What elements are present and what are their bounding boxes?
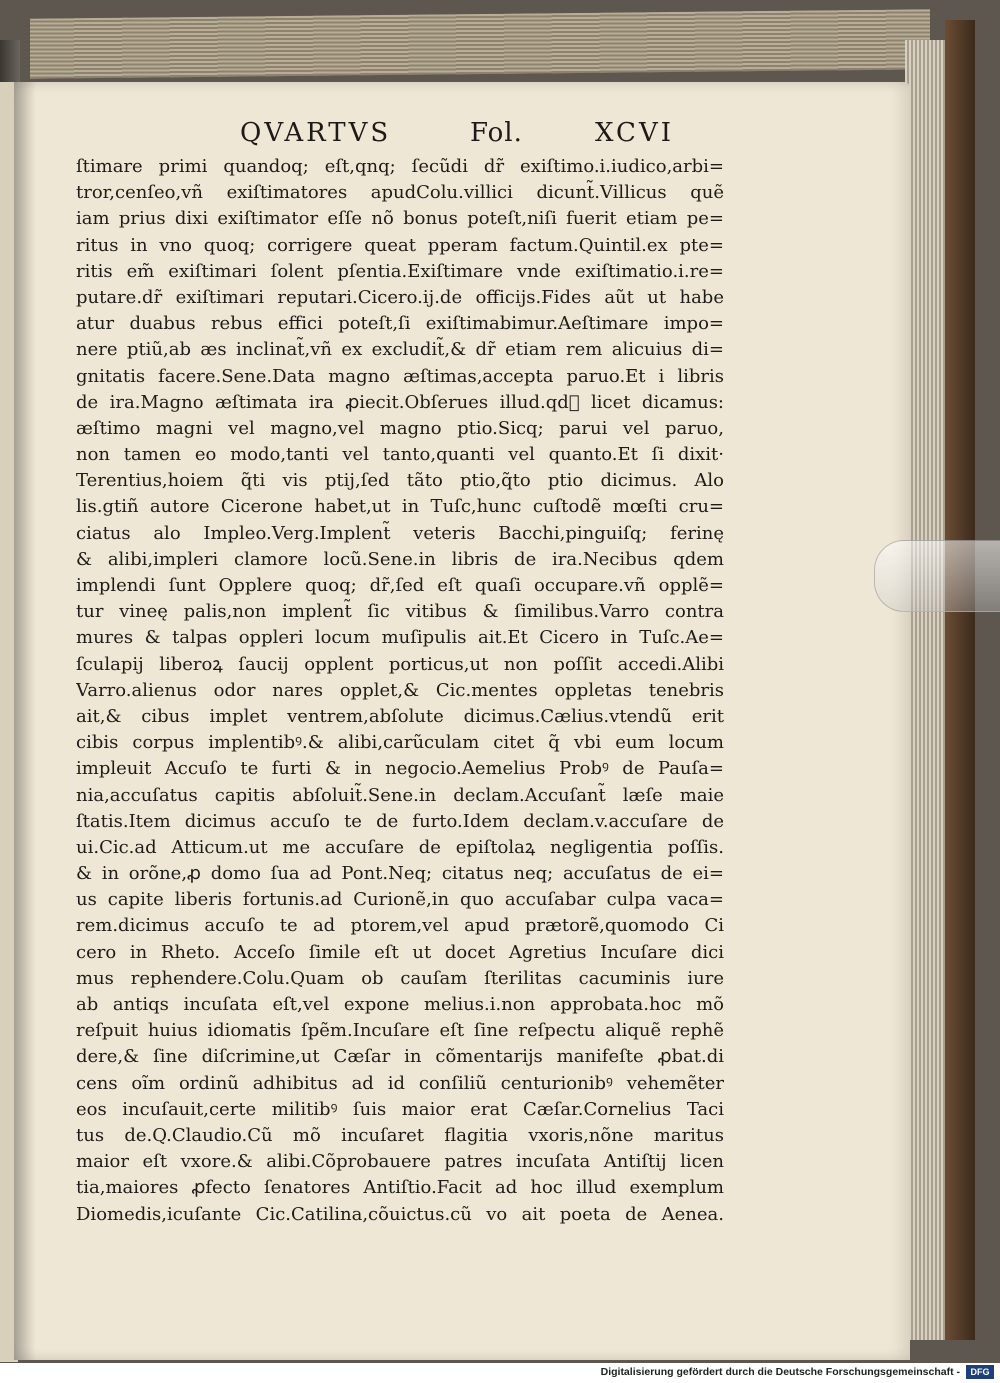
text-line: gnitatis facere.Sene.Data magno æſtimas,accepta paruo.Et i libris xyxy=(76,365,724,387)
text-line: iam prius dixi exiſtimator eſſe nõ bonus poteſt,niſi fuerit etiam pe= xyxy=(76,208,724,230)
page-gutter-shadow xyxy=(14,82,36,1360)
text-line: ait,& cibus implet ventrem,abſolute dicimus.Cælius.vtendũ erit xyxy=(76,705,724,727)
folio-label: Fol. xyxy=(470,118,523,148)
text-line: & in orõne,ꝓ domo ſua ad Pont.Neq; citatus neq; accuſatus de ei= xyxy=(76,863,724,885)
text-line: ſtimare primi quandoq; eſt,qnq; ſecũdi dr̃ exiſtimo.i.iudico,arbi= xyxy=(76,156,724,177)
page-block-top-edge xyxy=(30,9,930,78)
text-line: eos incuſauit,certe militibꝰ ſuis maior erat Cæſar.Cornelius Taci xyxy=(76,1098,724,1120)
text-line: & alibi,impleri clamore locũ.Sene.in libris de ira.Necibus qdem xyxy=(76,548,724,570)
text-line: implendi ſunt Opplere quoq; dr̃,ſed eſt quaſi occupare.vñ opplẽ= xyxy=(76,575,724,596)
page-clip xyxy=(874,540,1000,612)
text-line: cero in Rheto. Acceſo ſimile eſt ut docet Agretius Incuſare dici xyxy=(76,941,724,963)
text-line: Diomedis,icuſante Cic.Catilina,cõuictus.cũ vo ait poeta de Aenea. xyxy=(76,1203,724,1225)
text-line: ab antiqs incuſata eſt,vel expone melius.i.non approbata.hoc mõ xyxy=(76,994,724,1015)
text-line: cibis corpus implentibꝰ.& alibi,carũculam citet q̃ vbi eum locum xyxy=(76,732,724,754)
text-line: mus rephendere.Colu.Quam ob cauſam ſterilitas cacuminis iure xyxy=(76,967,724,989)
text-line: reſpuit huius idiomatis ſpẽm.Incuſare eſt ſine reſpectu aliquẽ rephẽ xyxy=(76,1020,724,1042)
text-line: ritus in vno quoq; corrigere queat pperam factum.Quintil.ex pte= xyxy=(76,234,724,256)
body-text xyxy=(76,154,724,1228)
text-line: ritis em̃ exiſtimari ſolent pſentia.Exiſtimare vnde exiſtimatio.i.re= xyxy=(76,260,724,282)
text-line: nia,accuſatus capitis abſoluit̃.Sene.in declam.Accuſant̃ læſe maie xyxy=(76,784,724,806)
text-line: Varro.alienus odor nares opplet,& Cic.mentes oppletas tenebris xyxy=(76,679,724,701)
folio-number: XCVI xyxy=(595,118,674,148)
text-line: putare.dr̃ exiſtimari reputari.Cicero.ij.de officijs.Fides aũt ut habe xyxy=(76,286,724,308)
text-line: rem.dicimus accuſo te ad ptorem,vel apud prætorẽ,quomodo Ci xyxy=(76,915,724,937)
text-line: ui.Cic.ad Atticum.ut me accuſare de epiſtolaꝝ negligentia poſſis. xyxy=(76,836,724,858)
text-line: dere,& ſine diſcrimine,ut Cæſar in cõmentarijs manifeſte ꝓbat.di xyxy=(76,1046,724,1068)
book-binding-right xyxy=(945,20,975,1340)
running-head-title: QVARTVS xyxy=(240,118,392,148)
text-line: Terentius,hoiem q̃ti vis ptij,ſed tãto ptio,q̃to ptio dicimus. Alo xyxy=(76,470,724,492)
text-line: maior eſt vxore.& alibi.Cõprobauere patres incuſata Antiſtij licen xyxy=(76,1151,724,1173)
text-line: mures & talpas oppleri locum muſipulis ait.Et Cicero in Tuſc.Ae= xyxy=(76,627,724,649)
text-line: de ira.Magno æſtimata ira ꝓiecit.Obſerues illud.qd᷑ licet dicamus: xyxy=(76,391,724,413)
footer-credit: Digitalisierung gefördert durch die Deutsche Forschungsgemeinschaft - xyxy=(600,1366,960,1378)
text-line: tur vineę palis,non implent̃ ſic vitibus & ſimilibus.Varro contra xyxy=(76,601,724,623)
dfg-logo: DFG xyxy=(966,1365,994,1379)
text-line: ſtatis.Item dicimus accuſo te de furto.Idem declam.v.accuſare de xyxy=(76,810,724,832)
text-line: lis.gtiñ autore Cicerone habet,ut in Tuſc,hunc cuſtodẽ mœſti cru= xyxy=(76,496,724,518)
text-line: tus de.Q.Claudio.Cũ mõ incuſaret flagitia vxoris,nõne maritus xyxy=(76,1124,724,1146)
text-line: ſculapij liberoꝝ ſaucij opplent porticus,ut non poſſit accedi.Alibi xyxy=(76,653,724,675)
text-line: tror,cenſeo,vñ exiſtimatores apudColu.villici dicunt̃.Villicus quẽ xyxy=(76,182,724,204)
text-line: ciatus alo Impleo.Verg.Implent̃ veteris Bacchi,pinguiſq; ferinę xyxy=(76,522,724,544)
text-line: nere ptiũ,ab æs inclinat̃,vñ ex excludit̃,& dr̃ etiam rem alicuius di= xyxy=(76,339,724,361)
text-line: cens oĩm ordinũ adhibitus ad id conſiliũ centurionibꝰ vehemẽter xyxy=(76,1072,724,1094)
text-line: impleuit Accuſo te furti & in negocio.Aemelius Probꝰ de Pauſa= xyxy=(76,758,724,780)
text-line: tia,maiores ꝓfecto ſenatores Antiſtio.Facit ad hoc illud exemplum xyxy=(76,1177,724,1199)
text-line: us capite liberis fortunis.ad Curionẽ,in quo accuſabar culpa vaca= xyxy=(76,889,724,911)
text-line: æſtimo magni vel magno,vel magno ptio.Sicq; parui vel paruo, xyxy=(76,417,724,439)
text-line: non tamen eo modo,tanti vel tanto,quanti vel quanto.Et ſi dixit· xyxy=(76,444,724,466)
text-line: atur duabus rebus effici poteſt,ſi exiſtimabimur.Aeſtimare impo= xyxy=(76,313,724,335)
